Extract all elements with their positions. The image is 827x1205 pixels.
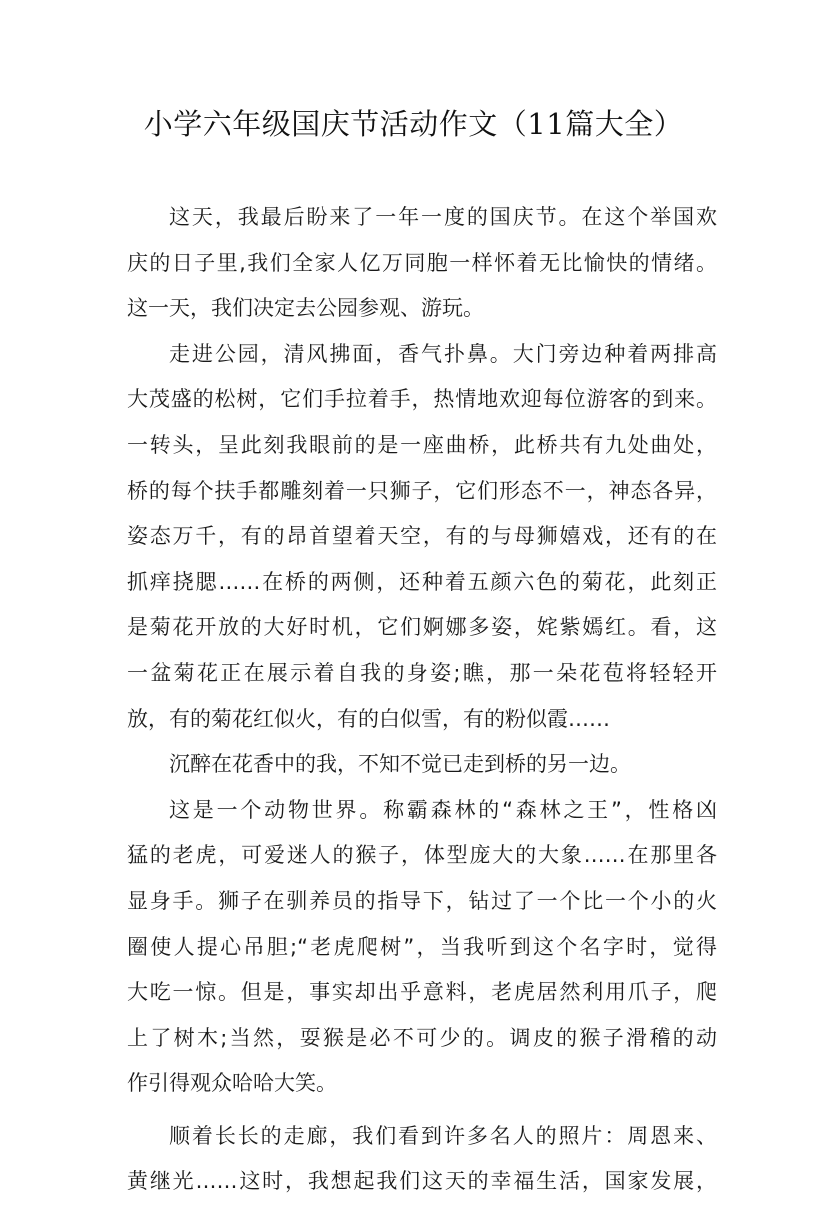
text-line: 一转头，呈此刻我眼前的是一座曲桥，此桥共有九处曲处，: [127, 432, 717, 457]
paragraph: [127, 195, 717, 332]
text-line: 这一天，我们决定去公园参观、游玩。: [127, 296, 484, 321]
text-line: 黄继光……这时，我想起我们这天的幸福生活，国家发展，: [127, 1169, 717, 1194]
document-body: [127, 195, 717, 1205]
document-title: 小学六年级国庆节活动作文（11篇大全）: [143, 107, 684, 141]
text-line: 庆的日子里,我们全家人亿万同胞一样怀着无比愉快的情绪。: [127, 250, 717, 275]
text-line: 桥的每个扶手都雕刻着一只狮子，它们形态不一，神态各异，: [127, 478, 717, 503]
text-line: 显身手。狮子在驯养员的指导下，钻过了一个比一个小的火: [127, 888, 717, 913]
text-line: 走进公园，清风拂面，香气扑鼻。大门旁边种着两排高: [169, 341, 717, 366]
text-line: 作引得观众哈哈大笑。: [127, 1071, 337, 1096]
text-line: 是菊花开放的大好时机，它们婀娜多姿，姹紫嫣红。看，这: [127, 615, 717, 640]
paragraph: [127, 1114, 717, 1205]
paragraph: [127, 788, 717, 1107]
text-line: 姿态万千，有的昂首望着天空，有的与母狮嬉戏，还有的在: [127, 524, 717, 549]
text-line: 一盆菊花正在展示着自我的身姿;瞧，那一朵花苞将轻轻开: [127, 660, 717, 685]
paragraph: [127, 332, 717, 742]
text-line: 猛的老虎，可爱迷人的猴子，体型庞大的大象……在那里各: [127, 843, 717, 868]
text-line: 圈使人提心吊胆;“老虎爬树”，当我听到这个名字时，觉得: [127, 934, 717, 959]
text-line: 放，有的菊花红似火，有的白似雪，有的粉似霞……: [127, 706, 610, 731]
paragraph: [127, 742, 717, 788]
text-line: 抓痒挠腮……在桥的两侧，还种着五颜六色的菊花，此刻正: [127, 569, 717, 594]
text-line: 沉醉在花香中的我，不知不觉已走到桥的另一边。: [169, 752, 631, 777]
text-line: 这天，我最后盼来了一年一度的国庆节。在这个举国欢: [169, 205, 717, 229]
text-line: 上了树木;当然，耍猴是必不可少的。调皮的猴子滑稽的动: [127, 1025, 717, 1050]
text-line: 顺着长长的走廊，我们看到许多名人的照片：周恩来、: [169, 1123, 717, 1148]
text-line: 大茂盛的松树，它们手拉着手，热情地欢迎每位游客的到来。: [127, 387, 717, 412]
text-line: 这是一个动物世界。称霸森林的“森林之王”，性格凶: [169, 797, 717, 822]
text-line: 大吃一惊。但是，事实却出乎意料，老虎居然利用爪子，爬: [127, 980, 717, 1005]
